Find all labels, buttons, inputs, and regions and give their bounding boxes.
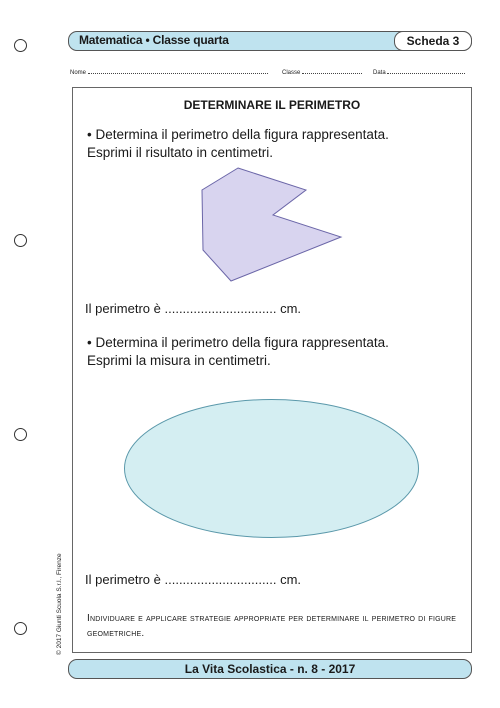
subject-label: Matematica • Classe quarta — [79, 33, 229, 47]
exercise-2-answer — [85, 572, 301, 587]
header-bar — [68, 31, 472, 51]
exercise-2-answer-unit: cm. — [280, 572, 302, 587]
binder-hole-bottom — [14, 622, 27, 635]
scheda-badge: Scheda 3 — [394, 31, 472, 51]
exercise-1-instruction-line2: Esprimi il risultato in centimetri. — [87, 145, 274, 160]
nome-field[interactable] — [70, 68, 268, 76]
exercise-1-instruction — [87, 126, 447, 162]
exercise-2-instruction — [87, 334, 447, 370]
binder-hole-upper-middle — [14, 234, 27, 247]
binder-hole-top — [14, 39, 27, 52]
exercise-1-answer — [85, 301, 301, 316]
copyright-notice: © 2017 Giunti Scuola S.r.l., Firenze — [56, 553, 63, 655]
nome-blank[interactable] — [88, 68, 268, 74]
nome-label: Nome — [70, 70, 87, 76]
exercise-2-instruction-line1: • Determina il perimetro della figura rappresentata. — [87, 335, 389, 350]
exercise-1-instruction-line1: • Determina il perimetro della figura rappresentata. — [87, 127, 389, 142]
worksheet-title: DETERMINARE IL PERIMETRO — [183, 98, 361, 112]
exercise-2-answer-prefix: Il perimetro è — [85, 572, 161, 587]
footer-bar: La Vita Scolastica - n. 8 - 2017 — [68, 659, 472, 679]
ellipse-shape — [125, 400, 419, 538]
polygon-shape — [202, 168, 341, 281]
exercise-1-answer-prefix: Il perimetro è — [85, 301, 161, 316]
polygon-figure — [198, 165, 344, 285]
exercise-1-answer-blank[interactable]: ............................... — [164, 301, 277, 316]
exercise-2-answer-blank[interactable]: ............................... — [164, 572, 277, 587]
data-field[interactable] — [373, 68, 465, 76]
classe-label: Classe — [282, 70, 301, 76]
exercise-2-instruction-line2: Esprimi la misura in centimetri. — [87, 353, 271, 368]
classe-blank[interactable] — [302, 68, 362, 74]
learning-goal: Individuare e applicare strategie appropriate per determinare il perimetro di figure geometriche. — [87, 613, 457, 639]
binder-hole-lower-middle — [14, 428, 27, 441]
classe-field[interactable] — [282, 68, 362, 76]
data-label: Data — [373, 70, 386, 76]
ellipse-figure — [123, 398, 421, 540]
exercise-1-answer-unit: cm. — [280, 301, 302, 316]
data-blank[interactable] — [387, 68, 465, 74]
